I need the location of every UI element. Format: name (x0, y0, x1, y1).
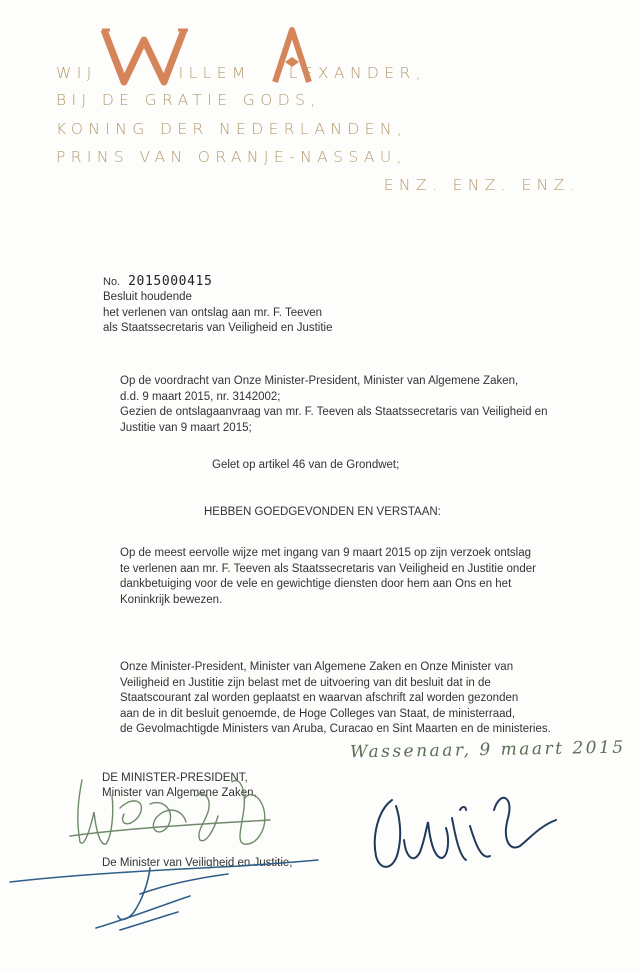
paragraph-line: Staatscourant zal worden geplaatst en waarvan afschrift zal worden gezonden (120, 692, 519, 704)
paragraph-line: d.d. 9 maart 2015, nr. 3142002; (120, 390, 281, 403)
paragraph-line: dankbetuiging voor de vele en gewichtige diensten door hem aan Ons en het (120, 578, 512, 590)
minister-justice-label (102, 856, 293, 871)
royal-heading (56, 26, 616, 206)
document-number-value: 2015000415 (128, 274, 213, 289)
paragraph-line: Op de voordracht van Onze Minister-President, Minister van Algemene Zaken, (120, 375, 519, 387)
hebben-heading (204, 505, 441, 521)
subject-line: het verlenen van ontslag aan mr. F. Teeven (103, 306, 323, 319)
paragraph-line: Veiligheid en Justitie zijn belast met de uitvoering van dit besluit dat in de (120, 676, 491, 689)
document-number (103, 274, 212, 289)
document-number-label: No. (103, 276, 121, 288)
paragraph-line: te verlenen aan mr. F. Teeven als Staatssecretaris van Veiligheid en Justitie onder (120, 562, 536, 575)
gelet-paragraph (212, 458, 399, 474)
paragraph-line: Koninkrijk bewezen. (120, 593, 223, 606)
mp-subtitle: Minister van Algemene Zaken, (102, 787, 257, 799)
royal-line-5: ENZ. ENZ. ENZ. (383, 176, 580, 194)
paragraph-line: Op de meest eervolle wijze met ingang van 9 maart 2015 op zijn verzoek ontslag (120, 547, 532, 559)
paragraph-line: de Gevolmachtigde Ministers van Aruba, Curacao en Sint Maarten en de ministeries. (120, 723, 551, 735)
decree-subject (103, 290, 332, 337)
paragraph-line: Justitie van 9 maart 2015; (120, 421, 252, 434)
royal-line-1 (56, 64, 426, 82)
handwritten-place-date: Wassenaar, 9 maart 2015 (349, 737, 626, 763)
minister-president-label (102, 771, 257, 801)
uitvoering-paragraph (120, 660, 551, 738)
royal-name-alexander: LEXANDER, (288, 64, 426, 82)
paragraph-line: Onze Minister-President, Minister van Algemene Zaken en Onze Minister van (120, 661, 514, 673)
royal-line-4: PRINS VAN ORANJE-NASSAU, (56, 148, 407, 166)
subject-line: Besluit houdende (103, 291, 192, 303)
mp-title: DE MINISTER-PRESIDENT, (102, 772, 248, 784)
paragraph-line: HEBBEN GOEDGEVONDEN EN VERSTAAN: (204, 506, 441, 518)
besluit-paragraph (120, 546, 536, 608)
royal-wij: WIJ (56, 64, 97, 82)
royal-signature (375, 798, 556, 867)
voordracht-paragraph (120, 374, 547, 436)
paragraph-line: Gelet op artikel 46 van de Grondwet; (212, 459, 400, 471)
subject-line: als Staatssecretaris van Veiligheid en Justitie (103, 322, 333, 334)
royal-line-3: KONING DER NEDERLANDEN, (56, 120, 408, 138)
royal-name-willem: ILLEM (178, 64, 251, 82)
vj-title: De Minister van Veiligheid en Justitie, (102, 857, 293, 869)
paragraph-line: Gezien de ontslagaanvraag van mr. F. Teeven als Staatssecretaris van Veiligheid en (120, 406, 548, 418)
paragraph-line: aan de in dit besluit genoemde, de Hoge Colleges van Staat, de ministerraad, (120, 707, 516, 720)
royal-line-2: BIJ DE GRATIE GODS, (56, 91, 321, 109)
